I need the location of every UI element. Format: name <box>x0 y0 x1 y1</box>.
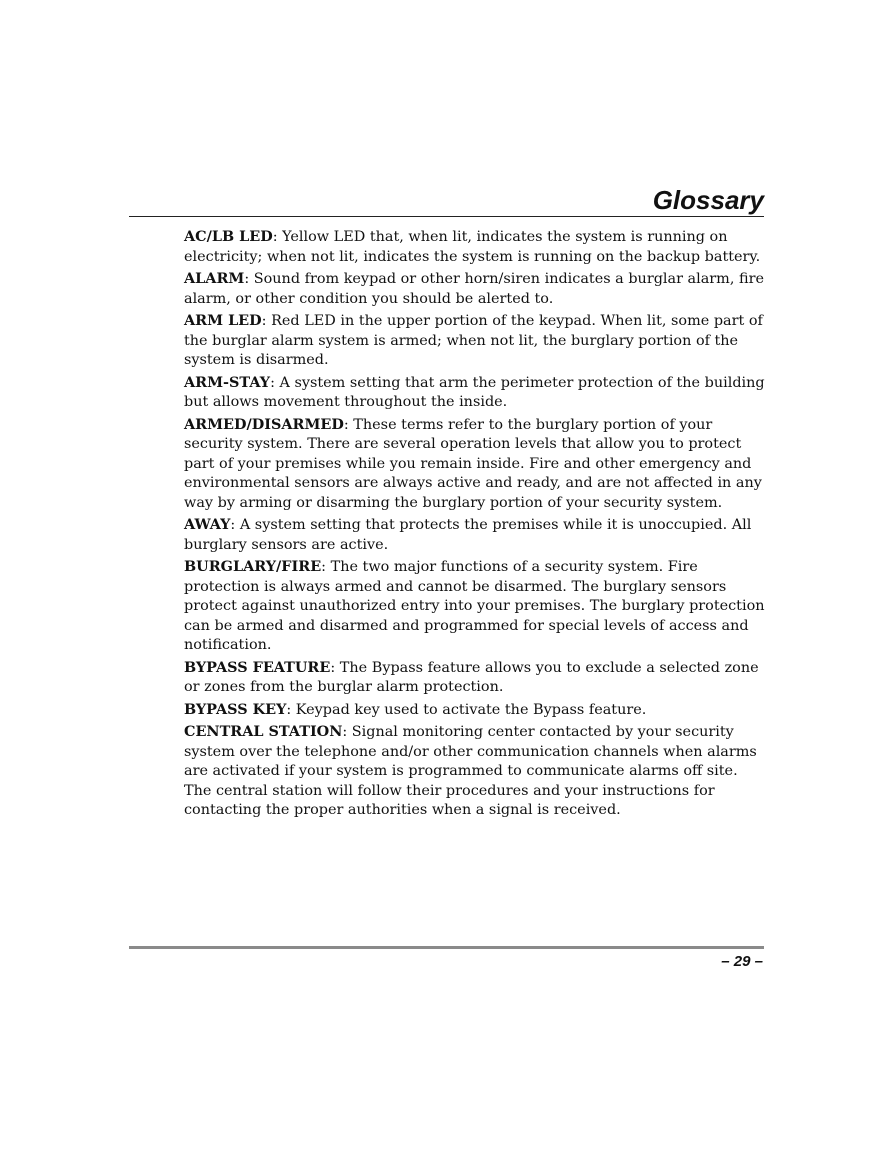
glossary-term: BURGLARY/FIRE <box>184 558 322 575</box>
glossary-term: CENTRAL STATION <box>184 723 343 740</box>
footer-rule <box>129 946 764 949</box>
page-title: Glossary <box>652 185 764 215</box>
glossary-entry <box>184 722 766 821</box>
glossary-definition: : Yellow LED that, when lit, indicates the system is running on electricity; when not lit, indicates the system is running on the backup battery. <box>184 229 761 265</box>
glossary-term: AC/LB LED <box>184 228 273 245</box>
glossary-entry <box>184 373 766 413</box>
glossary-definition: : Signal monitoring center contacted by your security system over the telephone and/or other communication channels when alarms are activated if your system is programmed to communicate alarms off site. The central station will follow their procedures and your instructions for contacting the proper authorities when a signal is received. <box>184 724 757 818</box>
glossary-entry <box>184 515 766 555</box>
glossary-definition: : Keypad key used to activate the Bypass feature. <box>286 701 647 718</box>
glossary-definition: : A system setting that arm the perimeter protection of the building but allows movement throughout the inside. <box>184 374 765 410</box>
glossary-term: ARM LED <box>184 312 262 329</box>
page-number: – 29 – <box>721 953 763 970</box>
glossary-term: AWAY <box>184 516 231 533</box>
glossary-definition: : The Bypass feature allows you to exclude a selected zone or zones from the burglar alarm protection. <box>184 659 759 695</box>
glossary-definition: : A system setting that protects the premises while it is unoccupied. All burglary sensors are active. <box>184 517 752 553</box>
glossary-entry <box>184 700 766 721</box>
glossary-entry <box>184 311 766 371</box>
header-rule <box>129 216 764 217</box>
glossary-term: BYPASS FEATURE <box>184 658 331 676</box>
glossary-definition: : These terms refer to the burglary portion of your security system. There are several operation levels that allow you to protect part of your premises while you remain inside. Fire and other emergency and environmental sensors are always active and ready, and are not affected in any way by arming or disarming the burglary portion of your security system. <box>184 416 762 511</box>
glossary-entry <box>184 227 766 267</box>
glossary-entry <box>184 658 766 698</box>
glossary-entry <box>184 269 766 309</box>
glossary-entry <box>184 415 766 514</box>
glossary-definition: : Red LED in the upper portion of the keypad. When lit, some part of the burglar alarm system is armed; when not lit, the burglary portion of the system is disarmed. <box>184 313 763 368</box>
glossary-body <box>184 227 766 823</box>
glossary-entry <box>184 557 766 656</box>
glossary-term: BYPASS KEY <box>184 700 287 718</box>
glossary-definition: : Sound from keypad or other horn/siren indicates a burglar alarm, fire alarm, or other condition you should be alerted to. <box>184 271 764 307</box>
glossary-term: ARM-STAY <box>184 373 271 391</box>
glossary-definition: : The two major functions of a security system. Fire protection is always armed and cannot be disarmed. The burglary sensors protect against unauthorized entry into your premises. The burglary protection can be armed and disarmed and programmed for special levels of access and notification. <box>184 559 765 653</box>
glossary-term: ARMED/DISARMED <box>184 415 344 433</box>
glossary-term: ALARM <box>184 270 245 287</box>
